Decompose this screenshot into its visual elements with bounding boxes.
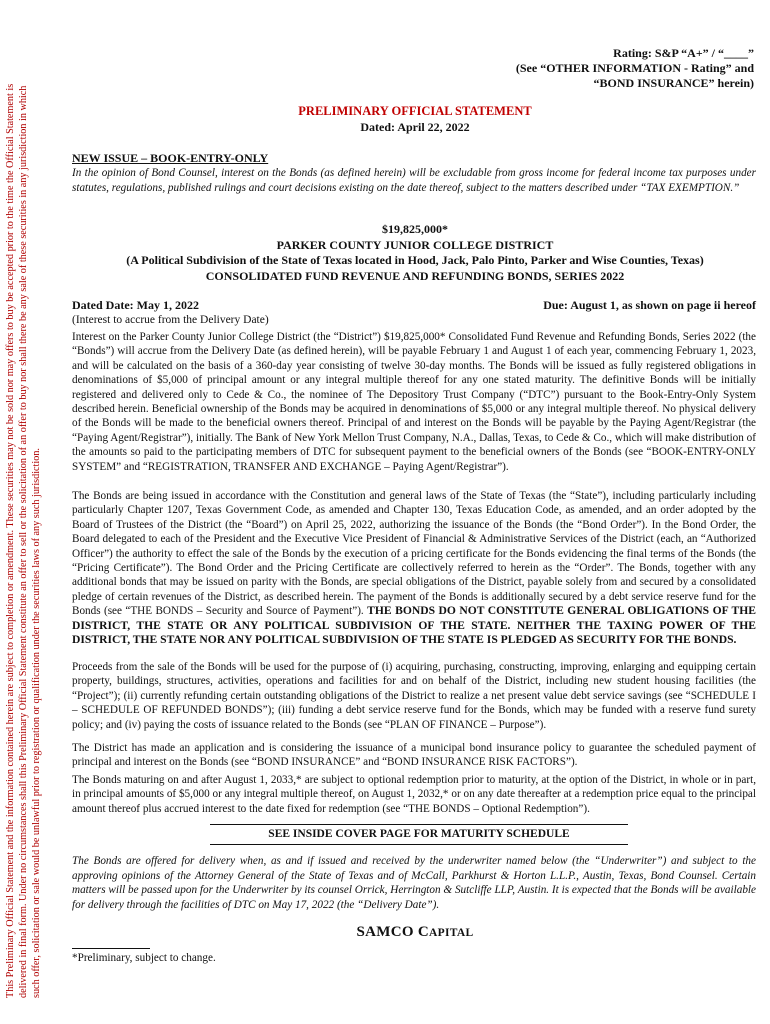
offering-paragraph: The Bonds are offered for delivery when, as and if issued and received by the underwriter named below (the “Underwriter”) and subject to the approving opinions of the Attorney General of the State of Texas and of McCall, Parkhurst & Horton L.L.P., Austin, Texas, Bond Counsel. Certain matters will be passed upon for the Underwriter by its counsel Orrick, Herrington & Sutcliffe LLP, Austin. It is expected that the Bonds will be available for delivery through the facilities of DTC on May 17, 2022 (the “Delivery Date”).: [72, 855, 756, 911]
paragraph-insurance: The District has made an application and is considering the issuance of a municipal bond insurance policy to guarantee the scheduled payment of principal and interest on the Bonds (see “BOND INSURANCE” and “BOND INSURANCE RISK FACTORS”).: [72, 742, 756, 769]
underwriter-name: [72, 924, 758, 941]
statement-date: Dated: April 22, 2022: [360, 120, 470, 134]
paragraph-authority-text: The Bonds are being issued in accordance with the Constitution and general laws of the State of Texas (the “State”), including particularly including particularly Chapter 1207, Texas Government Code, as amended and Chapter 130, Texas Education Code, as amended, and an order adopted by the Board of Trustees of the District (the “Board”) on April 25, 2022, authorizing the issuance of the Bonds (the “Bond Order”). In the Bond Order, the Board delegated to each of the President and the Executive Vice President of Financial & Administrative Services of the District (each, an “Authorized Officer”) the authority to effect the sale of the Bonds by the execution of a pricing certificate for the Bonds evidencing the final terms of the Bonds (the “Pricing Certificate”). The Bond Order and the Pricing Certificate are collectively referred to herein as the “Order”. The Bonds, together with any additional bonds that may be issued on parity with the Bonds, are special obligations of the District, payable solely from and secured by a consolidated pledge of certain revenues of the District, as described herein. The payment of the Bonds is additionally secured by a debt service reserve fund for the Bonds (see “THE BONDS – Security and Source of Payment”).: [72, 490, 756, 618]
rating-line-1: Rating: S&P “A+” / “____”: [613, 46, 754, 60]
preliminary-heading: PRELIMINARY OFFICIAL STATEMENT: [298, 104, 532, 118]
legend-line-3: such offer, solicitation or sale would be unlawful prior to registration or qualification under the securities laws of any such jurisdiction.: [31, 448, 42, 998]
paragraph-authority: [72, 489, 756, 647]
paragraph-authority-bold: THE BONDS DO NOT CONSTITUTE GENERAL OBLIGATIONS OF THE DISTRICT, THE STATE OR ANY POLITICAL SUBDIVISION OF THE STATE. NEITHER THE TAXING POWER OF THE DISTRICT, THE STATE NOR ANY POLITICAL SUBDIVISION OF THE STATE IS PLEDGED AS SECURITY FOR THE BONDS.: [72, 604, 757, 647]
maturity-schedule-note: SEE INSIDE COVER PAGE FOR MATURITY SCHEDULE: [210, 824, 628, 845]
underwriter-name-b: APITAL: [429, 927, 474, 939]
bond-title-block: [72, 222, 758, 284]
footnote: *Preliminary, subject to change.: [72, 952, 216, 964]
red-herring-legend: [4, 8, 72, 998]
due-date: Due: August 1, as shown on page ii hereof: [543, 298, 756, 312]
issuer-subdivision: (A Political Subdivision of the State of Texas located in Hood, Jack, Palo Pinto, Parker and Wise Counties, Texas): [126, 253, 704, 267]
dates-row: [72, 298, 756, 313]
legend-line-2: delivered in final form. Under no circumstances shall this Preliminary Official Statement constitute an offer to sell or the solicitation of an offer to buy nor shall there be any sale of these securities in any jurisdiction in which: [18, 85, 29, 998]
rating-block: [516, 46, 754, 91]
underwriter-name-a: SAMCO C: [356, 924, 430, 940]
legend-line-1: This Preliminary Official Statement and the information contained herein are subject to completion or amendment. These securities may not be sold nor may offers to buy be accepted prior to the time the Official Statement is: [5, 83, 16, 998]
bond-series: CONSOLIDATED FUND REVENUE AND REFUNDING BONDS, SERIES 2022: [205, 268, 625, 283]
footnote-rule: [72, 948, 150, 949]
paragraph-proceeds: Proceeds from the sale of the Bonds will be used for the purpose of (i) acquiring, purchasing, constructing, improving, enlarging and equipping certain property, buildings, structures, activities, operations and facilities for and on behalf of the District, including new student housing facilities (the “Project”); (ii) currently refunding certain outstanding obligations of the District to realize a net present value debt service savings (see “SCHEDULE I – SCHEDULE OF REFUNDED BONDS”); (iii) funding a debt service reserve fund for the Bonds, which may be funded with a reserve fund surety policy; and (iv) paying the costs of issuance related to the Bonds (see “PLAN OF FINANCE – Purpose”).: [72, 661, 756, 731]
interest-note: (Interest to accrue from the Delivery Date): [72, 314, 269, 326]
rating-line-2: (See “OTHER INFORMATION - Rating” and: [515, 61, 754, 75]
paragraph-redemption: The Bonds maturing on and after August 1, 2033,* are subject to optional redemption prior to maturity, at the option of the District, in whole or in part, in principal amounts of $5,000 or any integral multiple thereof, on August 1, 2032,* or on any date thereafter at a redemption price equal to the principal amount thereof plus accrued interest to the date fixed for redemption (see “THE BONDS – Optional Redemption”).: [72, 774, 756, 815]
new-issue-label: NEW ISSUE – BOOK-ENTRY-ONLY: [72, 151, 269, 165]
paragraph-interest: Interest on the Parker County Junior College District (the “District”) $19,825,000* Consolidated Fund Revenue and Refunding Bonds, Series 2022 (the “Bonds”) will accrue from the Delivery Date (as defined herein), will be payable February 1 and August 1 of each year, commencing February 1, 2023, and will be calculated on the basis of a 360-day year consisting of twelve 30-day months. The Bonds will be issued as fully registered obligations in denominations of $5,000 of principal amount or any integral multiple thereof for any one stated maturity. The definitive Bonds will be initially registered and delivered only to Cede & Co., the nominee of The Depository Trust Company (“DTC”) pursuant to the Book-Entry-Only System described herein. Beneficial ownership of the Bonds may be acquired in denominations of $5,000 or any integral multiple thereof. No physical delivery of the Bonds will be made to the beneficial owners thereof. Principal of and interest on the Bonds will be payable by the Paying Agent/Registrar (the “Paying Agent/Registrar”), initially. The Bank of New York Mellon Trust Company, N.A., Dallas, Texas, to Cede & Co., which will make distribution of the amounts so paid to the participating members of DTC for subsequent payment to the beneficial owners of the Bonds (see “BOOK-ENTRY-ONLY SYSTEM” and “REGISTRATION, TRANSFER AND EXCHANGE – Paying Agent/Registrar”).: [72, 331, 756, 473]
dated-date: Dated Date: May 1, 2022: [72, 298, 199, 312]
bond-amount: $19,825,000*: [382, 222, 448, 236]
rating-line-3: “BOND INSURANCE” herein): [593, 76, 754, 90]
tax-opinion: In the opinion of Bond Counsel, interest on the Bonds (as defined herein) will be excludable from gross income for federal income tax purposes under statutes, regulations, published rulings and court decisions existing on the date thereof, subject to the matters described under “TAX EXEMPTION.”: [72, 167, 756, 194]
issuer-name: PARKER COUNTY JUNIOR COLLEGE DISTRICT: [276, 237, 554, 252]
